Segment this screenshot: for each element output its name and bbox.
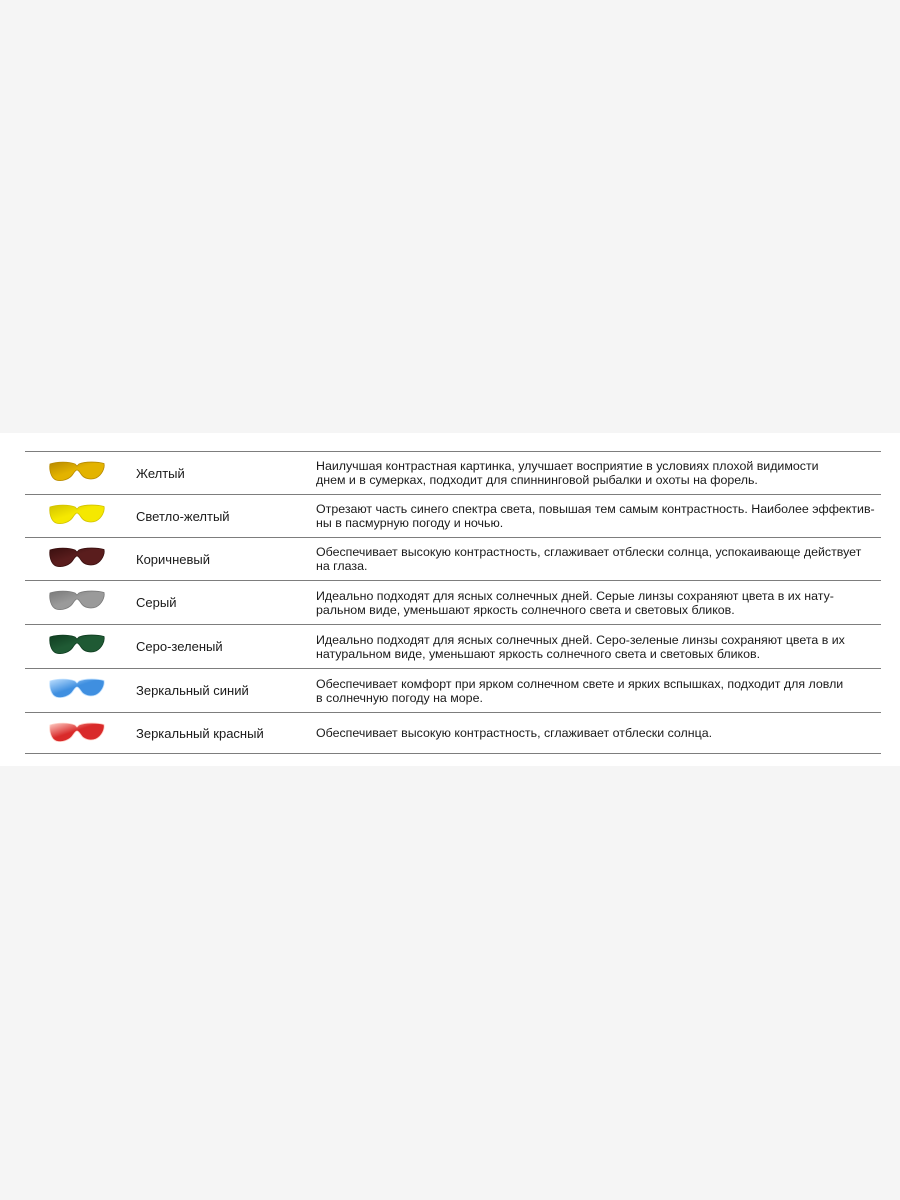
lens-color-name: Коричневый	[136, 551, 210, 567]
gray-green-lens-icon	[47, 633, 107, 659]
gray-lens-icon	[47, 589, 107, 615]
lens-color-name: Зеркальный красный	[136, 725, 264, 741]
lens-row	[25, 713, 881, 754]
lens-description: Идеально подходят для ясных солнечных дней. Серые линзы сохраняют цвета в их нату- ральном виде, уменьшают яркость солнечного света и световых бликов.	[316, 588, 834, 617]
lens-color-name: Серый	[136, 595, 177, 610]
lens-row	[25, 495, 881, 538]
lens-table	[25, 451, 881, 754]
lens-description: Обеспечивает комфорт при ярком солнечном свете и ярких вспышках, подходит для ловли в солнечную погоду на море.	[316, 676, 844, 705]
lens-description: Обеспечивает высокую контрастность, сглаживает отблески солнца.	[316, 726, 713, 740]
lens-color-name: Зеркальный синий	[136, 683, 249, 698]
lens-row	[25, 452, 881, 495]
lens-description: Идеально подходят для ясных солнечных дней. Серо-зеленые линзы сохраняют цвета в их натуральном виде, уменьшают яркость солнечного света и световых бликов.	[316, 632, 845, 661]
lens-table-panel	[0, 433, 900, 766]
mirror-blue-lens-icon	[47, 677, 107, 703]
lens-row	[25, 538, 881, 581]
lens-description: Отрезают часть синего спектра света, повышая тем самым контрастность. Наиболее эффектив- ны в пасмурную погоду и ночью.	[316, 502, 875, 530]
lens-description: Наилучшая контрастная картинка, улучшает восприятие в условиях плохой видимости днем и в сумерках, подходит для спиннинговой рыбалки и охоты на форель.	[316, 459, 819, 487]
brown-lens-icon	[47, 546, 107, 572]
lens-row	[25, 625, 881, 669]
lens-row	[25, 669, 881, 713]
yellow-lens-icon	[47, 460, 107, 486]
lens-row	[25, 581, 881, 625]
lens-color-name: Светло-желтый	[136, 508, 230, 524]
lens-description: Обеспечивает высокую контрастность, сглаживает отблески солнца, успокаивающе действует на глаза.	[316, 545, 862, 573]
mirror-red-lens-icon	[47, 721, 107, 747]
lens-color-name: Желтый	[136, 465, 185, 481]
lens-color-name: Серо-зеленый	[136, 639, 223, 654]
light-yellow-lens-icon	[47, 503, 107, 529]
